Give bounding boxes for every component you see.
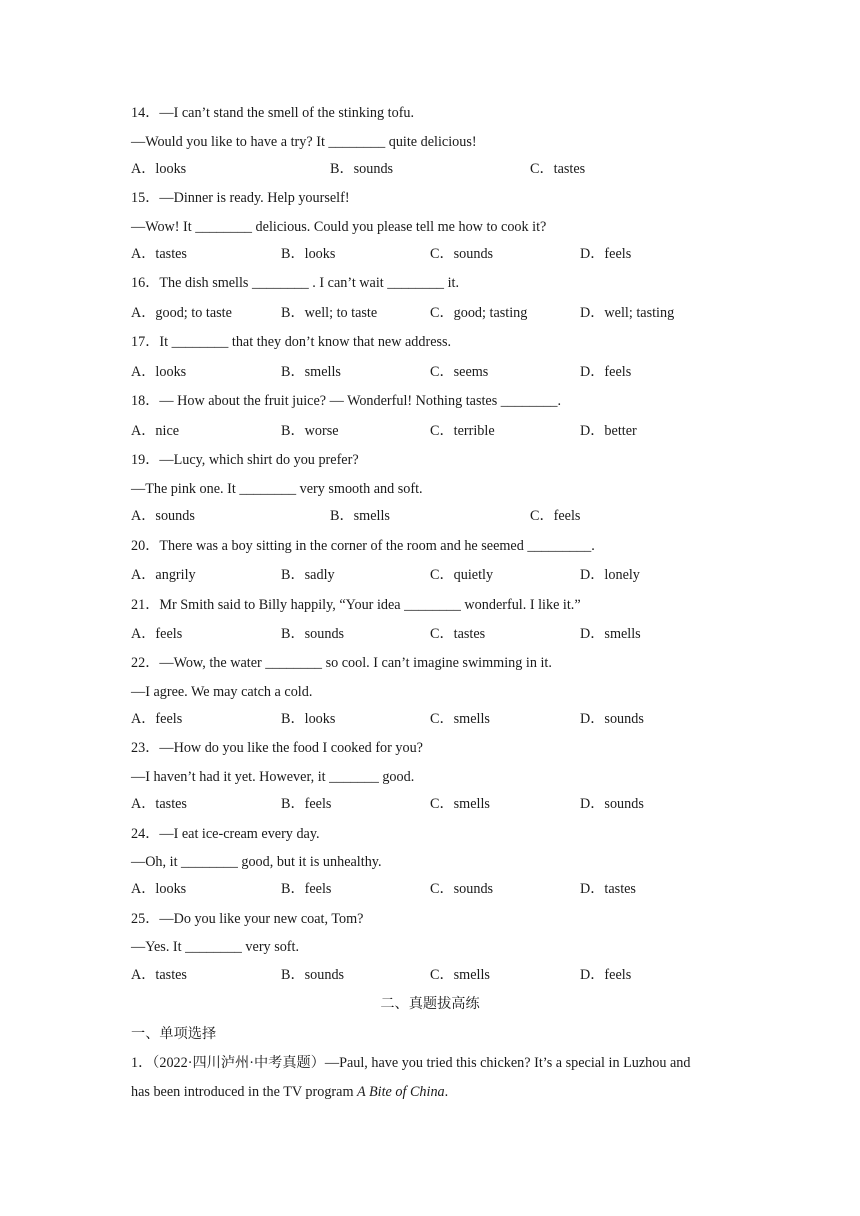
answer-option-a: A．looks xyxy=(131,364,187,380)
answer-option-c: C．tastes xyxy=(430,626,486,642)
answer-option-c: C．quietly xyxy=(430,567,494,583)
answer-option-a: A．good; to taste xyxy=(131,305,232,321)
answer-option-d: D．smells xyxy=(580,626,641,642)
question-text: It ________ that they don’t know that new address. xyxy=(159,334,452,350)
answer-option-b: B．smells xyxy=(281,364,341,380)
program-title: A Bite of China xyxy=(357,1084,445,1100)
answer-options xyxy=(131,795,771,813)
question-15-line-2 xyxy=(131,218,546,236)
question-number: 16． xyxy=(131,275,160,291)
question-1-text: has been introduced in the TV program xyxy=(131,1084,358,1100)
answer-option-d: D．well; tasting xyxy=(580,305,675,321)
answer-option-c: C．smells xyxy=(430,711,490,727)
answer-option-b: B．looks xyxy=(281,246,336,262)
question-text: —The pink one. It ________ very smooth and soft. xyxy=(131,481,423,497)
question-number: 19． xyxy=(131,452,160,468)
question-text: —I agree. We may catch a cold. xyxy=(131,684,313,700)
answer-options xyxy=(131,422,771,440)
answer-option-a: A．nice xyxy=(131,423,180,439)
answer-option-c: C．smells xyxy=(430,796,490,812)
question-text: The dish smells ________ . I can’t wait ________ it. xyxy=(159,275,460,291)
answer-option-a: A．feels xyxy=(131,626,183,642)
answer-option-c: C．seems xyxy=(430,364,489,380)
question-25-line-1 xyxy=(131,910,363,928)
answer-option-c: C．smells xyxy=(430,967,490,983)
question-text: — How about the fruit juice? — Wonderful! Nothing tastes ________. xyxy=(159,393,562,409)
answer-option-b: B．sadly xyxy=(281,567,335,583)
answer-option-d: D．feels xyxy=(580,967,632,983)
answer-option-b: B．sounds xyxy=(281,626,345,642)
question-17-line-1 xyxy=(131,333,451,351)
answer-options xyxy=(131,160,771,178)
answer-option-a: A．looks xyxy=(131,161,187,177)
question-number: 20． xyxy=(131,538,160,554)
question-text: —Do you like your new coat, Tom? xyxy=(159,911,364,927)
answer-options xyxy=(131,710,771,728)
answer-option-c: C．sounds xyxy=(430,881,494,897)
answer-option-b: B．smells xyxy=(330,508,390,524)
question-25-line-2 xyxy=(131,938,299,956)
answer-option-d: D．tastes xyxy=(580,881,636,897)
answer-options xyxy=(131,363,771,381)
question-text: —I can’t stand the smell of the stinking tofu. xyxy=(159,105,415,121)
question-number: 23． xyxy=(131,740,160,756)
answer-options xyxy=(131,245,771,263)
question-text: —Wow, the water ________ so cool. I can’t imagine swimming in it. xyxy=(159,655,552,671)
question-number: 22． xyxy=(131,655,160,671)
question-14-line-1 xyxy=(131,104,414,122)
question-19-line-2 xyxy=(131,480,423,498)
question-18-line-1 xyxy=(131,392,561,410)
answer-option-b: B．feels xyxy=(281,881,332,897)
question-14-line-2 xyxy=(131,133,477,151)
answer-options xyxy=(131,880,771,898)
answer-option-a: A．tastes xyxy=(131,967,187,983)
question-text: —Oh, it ________ good, but it is unhealthy. xyxy=(131,854,382,870)
question-text: —I eat ice-cream every day. xyxy=(159,826,320,842)
question-23-line-2 xyxy=(131,768,414,786)
answer-option-a: A．feels xyxy=(131,711,183,727)
question-number: 15． xyxy=(131,190,160,206)
question-24-line-1 xyxy=(131,825,320,843)
question-1-line-1: 1．（2022·四川泸州·中考真题）—Paul, have you tried this chicken? It’s a special in Luzhou and xyxy=(131,1055,691,1071)
answer-options xyxy=(131,966,771,984)
question-15-line-1 xyxy=(131,189,350,207)
question-text: Mr Smith said to Billy happily, “Your idea ________ wonderful. I like it.” xyxy=(159,597,581,613)
question-text: —Lucy, which shirt do you prefer? xyxy=(159,452,359,468)
answer-option-c: C．sounds xyxy=(430,246,494,262)
answer-option-d: D．sounds xyxy=(580,796,644,812)
answer-options xyxy=(131,625,771,643)
answer-option-b: B．sounds xyxy=(281,967,345,983)
answer-option-d: D．lonely xyxy=(580,567,640,583)
question-24-line-2 xyxy=(131,853,382,871)
question-number: 24． xyxy=(131,826,160,842)
answer-option-b: B．worse xyxy=(281,423,339,439)
answer-option-b: B．sounds xyxy=(330,161,394,177)
subsection-title: 一、单项选择 xyxy=(131,1026,217,1042)
question-text: There was a boy sitting in the corner of the room and he seemed _________. xyxy=(159,538,595,554)
answer-option-d: D．feels xyxy=(580,364,632,380)
question-text: —Wow! It ________ delicious. Could you please tell me how to cook it? xyxy=(131,219,547,235)
answer-option-c: C．feels xyxy=(530,508,581,524)
answer-option-d: D．better xyxy=(580,423,637,439)
question-number: 14． xyxy=(131,105,160,121)
question-text: —How do you like the food I cooked for you? xyxy=(159,740,423,756)
answer-options xyxy=(131,304,771,322)
question-number: 21． xyxy=(131,597,160,613)
answer-option-c: C．terrible xyxy=(430,423,495,439)
answer-option-c: C．good; tasting xyxy=(430,305,528,321)
question-22-line-1 xyxy=(131,654,552,672)
answer-option-b: B．looks xyxy=(281,711,336,727)
answer-option-b: B．feels xyxy=(281,796,332,812)
answer-option-a: A．looks xyxy=(131,881,187,897)
question-1-line-2 xyxy=(131,1083,448,1101)
answer-option-a: A．sounds xyxy=(131,508,195,524)
question-21-line-1 xyxy=(131,596,581,614)
answer-option-a: A．angrily xyxy=(131,567,196,583)
answer-option-a: A．tastes xyxy=(131,796,187,812)
question-text: —Dinner is ready. Help yourself! xyxy=(159,190,350,206)
question-19-line-1 xyxy=(131,451,359,469)
question-text: —Yes. It ________ very soft. xyxy=(131,939,300,955)
answer-option-b: B．well; to taste xyxy=(281,305,378,321)
answer-option-a: A．tastes xyxy=(131,246,187,262)
answer-option-d: D．feels xyxy=(580,246,632,262)
question-number: 18． xyxy=(131,393,160,409)
answer-option-c: C．tastes xyxy=(530,161,586,177)
answer-option-d: D．sounds xyxy=(580,711,644,727)
question-number: 25． xyxy=(131,911,160,927)
question-text: —I haven’t had it yet. However, it _______ good. xyxy=(131,769,415,785)
question-22-line-2 xyxy=(131,683,312,701)
question-16-line-1 xyxy=(131,274,459,292)
question-number: 17． xyxy=(131,334,160,350)
answer-options xyxy=(131,507,771,525)
section-title: 二、真题拔高练 xyxy=(380,996,480,1012)
question-text: —Would you like to have a try? It ________ quite delicious! xyxy=(131,134,477,150)
question-1-period: . xyxy=(444,1084,449,1100)
question-23-line-1 xyxy=(131,739,423,757)
question-20-line-1 xyxy=(131,537,595,555)
answer-options xyxy=(131,566,771,584)
